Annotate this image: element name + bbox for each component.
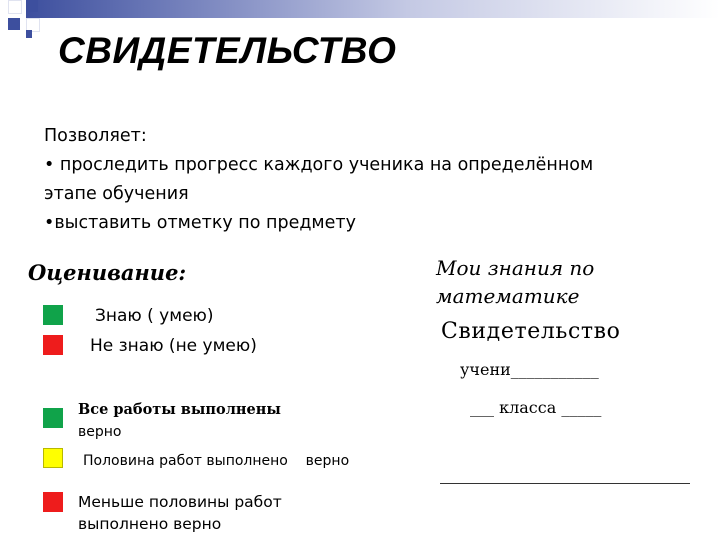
- decorative-gradient-bar: [26, 0, 720, 18]
- all-done-label-line-1: Все работы выполнены: [78, 401, 281, 418]
- intro-bullet-2: •выставить отметку по предмету: [44, 213, 356, 233]
- intro-bullet-1-line-1: • проследить прогресс каждого ученика на определённом: [44, 155, 594, 175]
- certificate-heading-line-2: математике: [436, 284, 580, 308]
- know-label: Знаю ( умею): [95, 306, 214, 326]
- less-half-label-line-2: выполнено верно: [78, 515, 222, 533]
- yellow-swatch: [43, 448, 63, 468]
- decorative-square: [8, 0, 22, 14]
- dont-know-label: Не знаю (не умею): [90, 336, 257, 356]
- green-swatch: [43, 408, 63, 428]
- decorative-square: [26, 0, 38, 12]
- page-title: СВИДЕТЕЛЬСТВО: [58, 30, 397, 71]
- certificate-heading-line-1: Мои знания по: [436, 256, 595, 280]
- less-half-label-line-1: Меньше половины работ: [78, 493, 282, 511]
- intro-heading: Позволяет:: [44, 126, 147, 146]
- certificate-label: Свидетельство: [441, 319, 621, 344]
- grading-heading: Оценивание:: [28, 260, 187, 285]
- signature-line: [440, 483, 690, 484]
- decorative-square: [8, 18, 20, 30]
- red-swatch: [43, 335, 63, 355]
- all-done-label-line-2: верно: [78, 424, 122, 440]
- intro-bullet-1-line-2: этапе обучения: [44, 184, 189, 204]
- certificate-heading: [436, 254, 594, 310]
- red-swatch: [43, 492, 63, 512]
- decorative-square: [26, 30, 32, 38]
- class-line: ___ класса _____: [470, 398, 602, 417]
- pupil-line: учени___________: [460, 360, 599, 379]
- green-swatch: [43, 305, 63, 325]
- half-done-label: Половина работ выполнено верно: [83, 453, 350, 469]
